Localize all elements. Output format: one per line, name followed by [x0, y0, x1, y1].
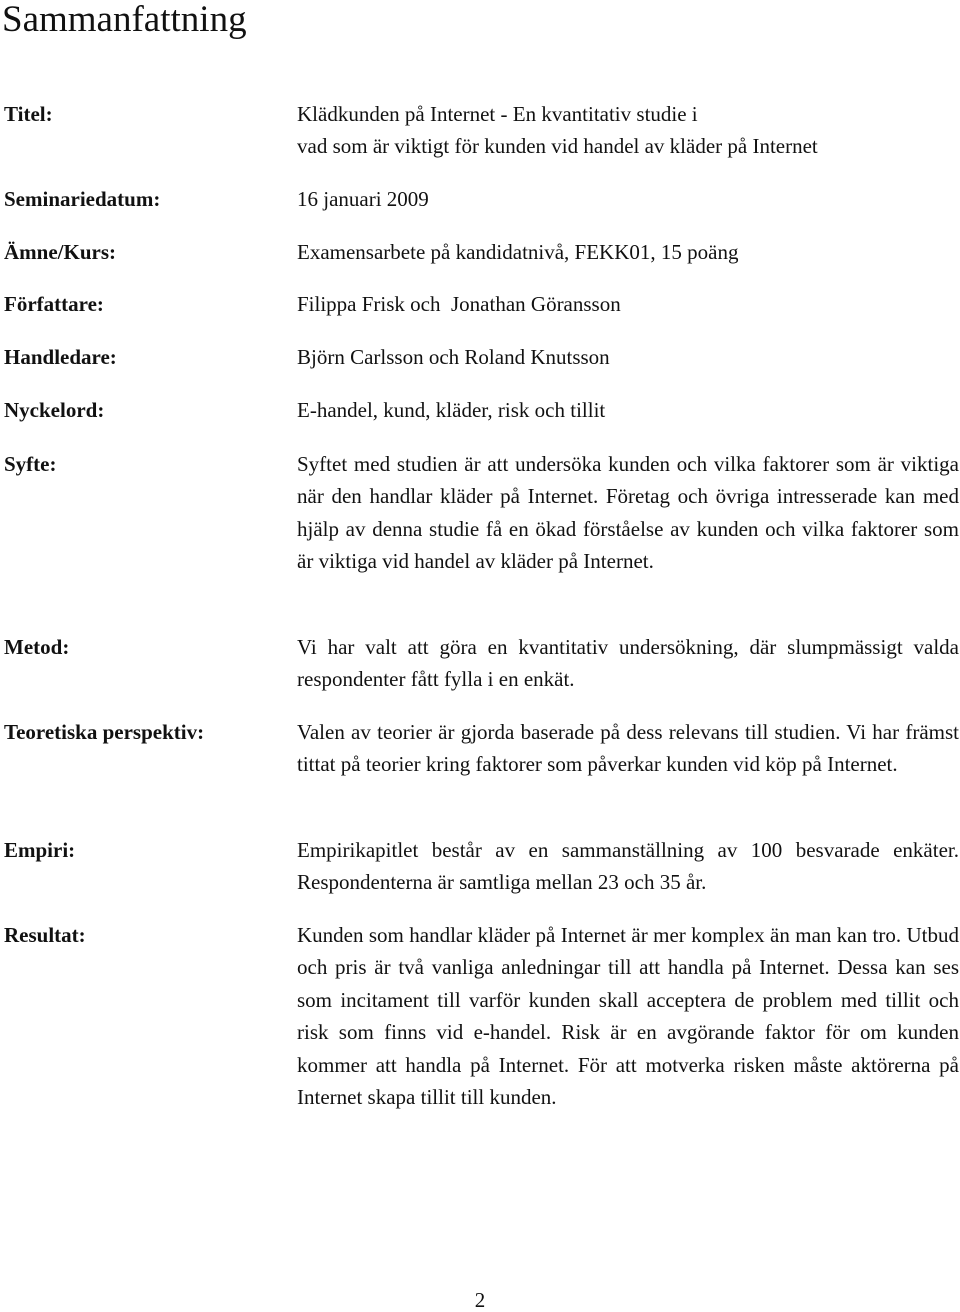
page-title: Sammanfattning: [2, 0, 247, 40]
field-label: Författare:: [4, 292, 104, 316]
field-value: Valen av teorier är gjorda baserade på dess relevans till studien. Vi har främst tittat på teorier kring faktorer som påverkar kunden vid köp på Internet.: [297, 720, 959, 777]
field-value: Examensarbete på kandidatnivå, FEKK01, 15 poäng: [297, 240, 739, 264]
field-label: Resultat:: [4, 923, 86, 947]
field-value: Kunden som handlar kläder på Internet är mer komplex än man kan tro. Utbud och pris är två vanliga anledningar till att handla på Internet. Dessa kan ses som incitament till varför kunden skall acceptera de problem med tillit och risk som finns vid e-handel. Risk är en avgörande faktor för om kunden kommer att handla på Internet. För att motverka risken måste aktörerna på Internet skapa tillit till kunden.: [297, 923, 959, 1110]
field-label: Teoretiska perspektiv:: [4, 720, 205, 744]
field-label: Metod:: [4, 635, 70, 659]
field-label: Handledare:: [4, 345, 117, 369]
field-label: Seminariedatum:: [4, 187, 161, 211]
field-value: Filippa Frisk och Jonathan Göransson: [297, 292, 621, 316]
field-label: Empiri:: [4, 838, 76, 862]
field-value: Björn Carlsson och Roland Knutsson: [297, 345, 610, 369]
field-value: Empirikapitlet består av en sammanställning av 100 besvarade enkäter. Respondenterna är samtliga mellan 23 och 35 år.: [297, 838, 959, 895]
field-value: E-handel, kund, kläder, risk och tillit: [297, 398, 606, 422]
field-value: Syftet med studien är att undersöka kunden och vilka faktorer som är viktiga när den handlar kläder på Internet. Företag och övriga intresserade kan med hjälp av denna studie få en ökad förståelse av kunden och vilka faktorer som är viktiga vid handel av kläder på Internet.: [297, 452, 959, 574]
field-value: Vi har valt att göra en kvantitativ undersökning, där slumpmässigt valda respondenter fått fylla i en enkät.: [297, 635, 959, 692]
field-value: 16 januari 2009: [297, 187, 429, 211]
field-label: Nyckelord:: [4, 398, 105, 422]
page-number: 2: [474, 1288, 486, 1312]
field-label: Ämne/Kurs:: [4, 240, 116, 264]
title-line-1: Klädkunden på Internet - En kvantitativ studie i: [297, 102, 698, 126]
field-label: Syfte:: [4, 452, 57, 476]
title-line-2: vad som är viktigt för kunden vid handel av kläder på Internet: [297, 134, 818, 159]
field-value: [297, 98, 959, 163]
field-label: Titel:: [4, 102, 53, 126]
